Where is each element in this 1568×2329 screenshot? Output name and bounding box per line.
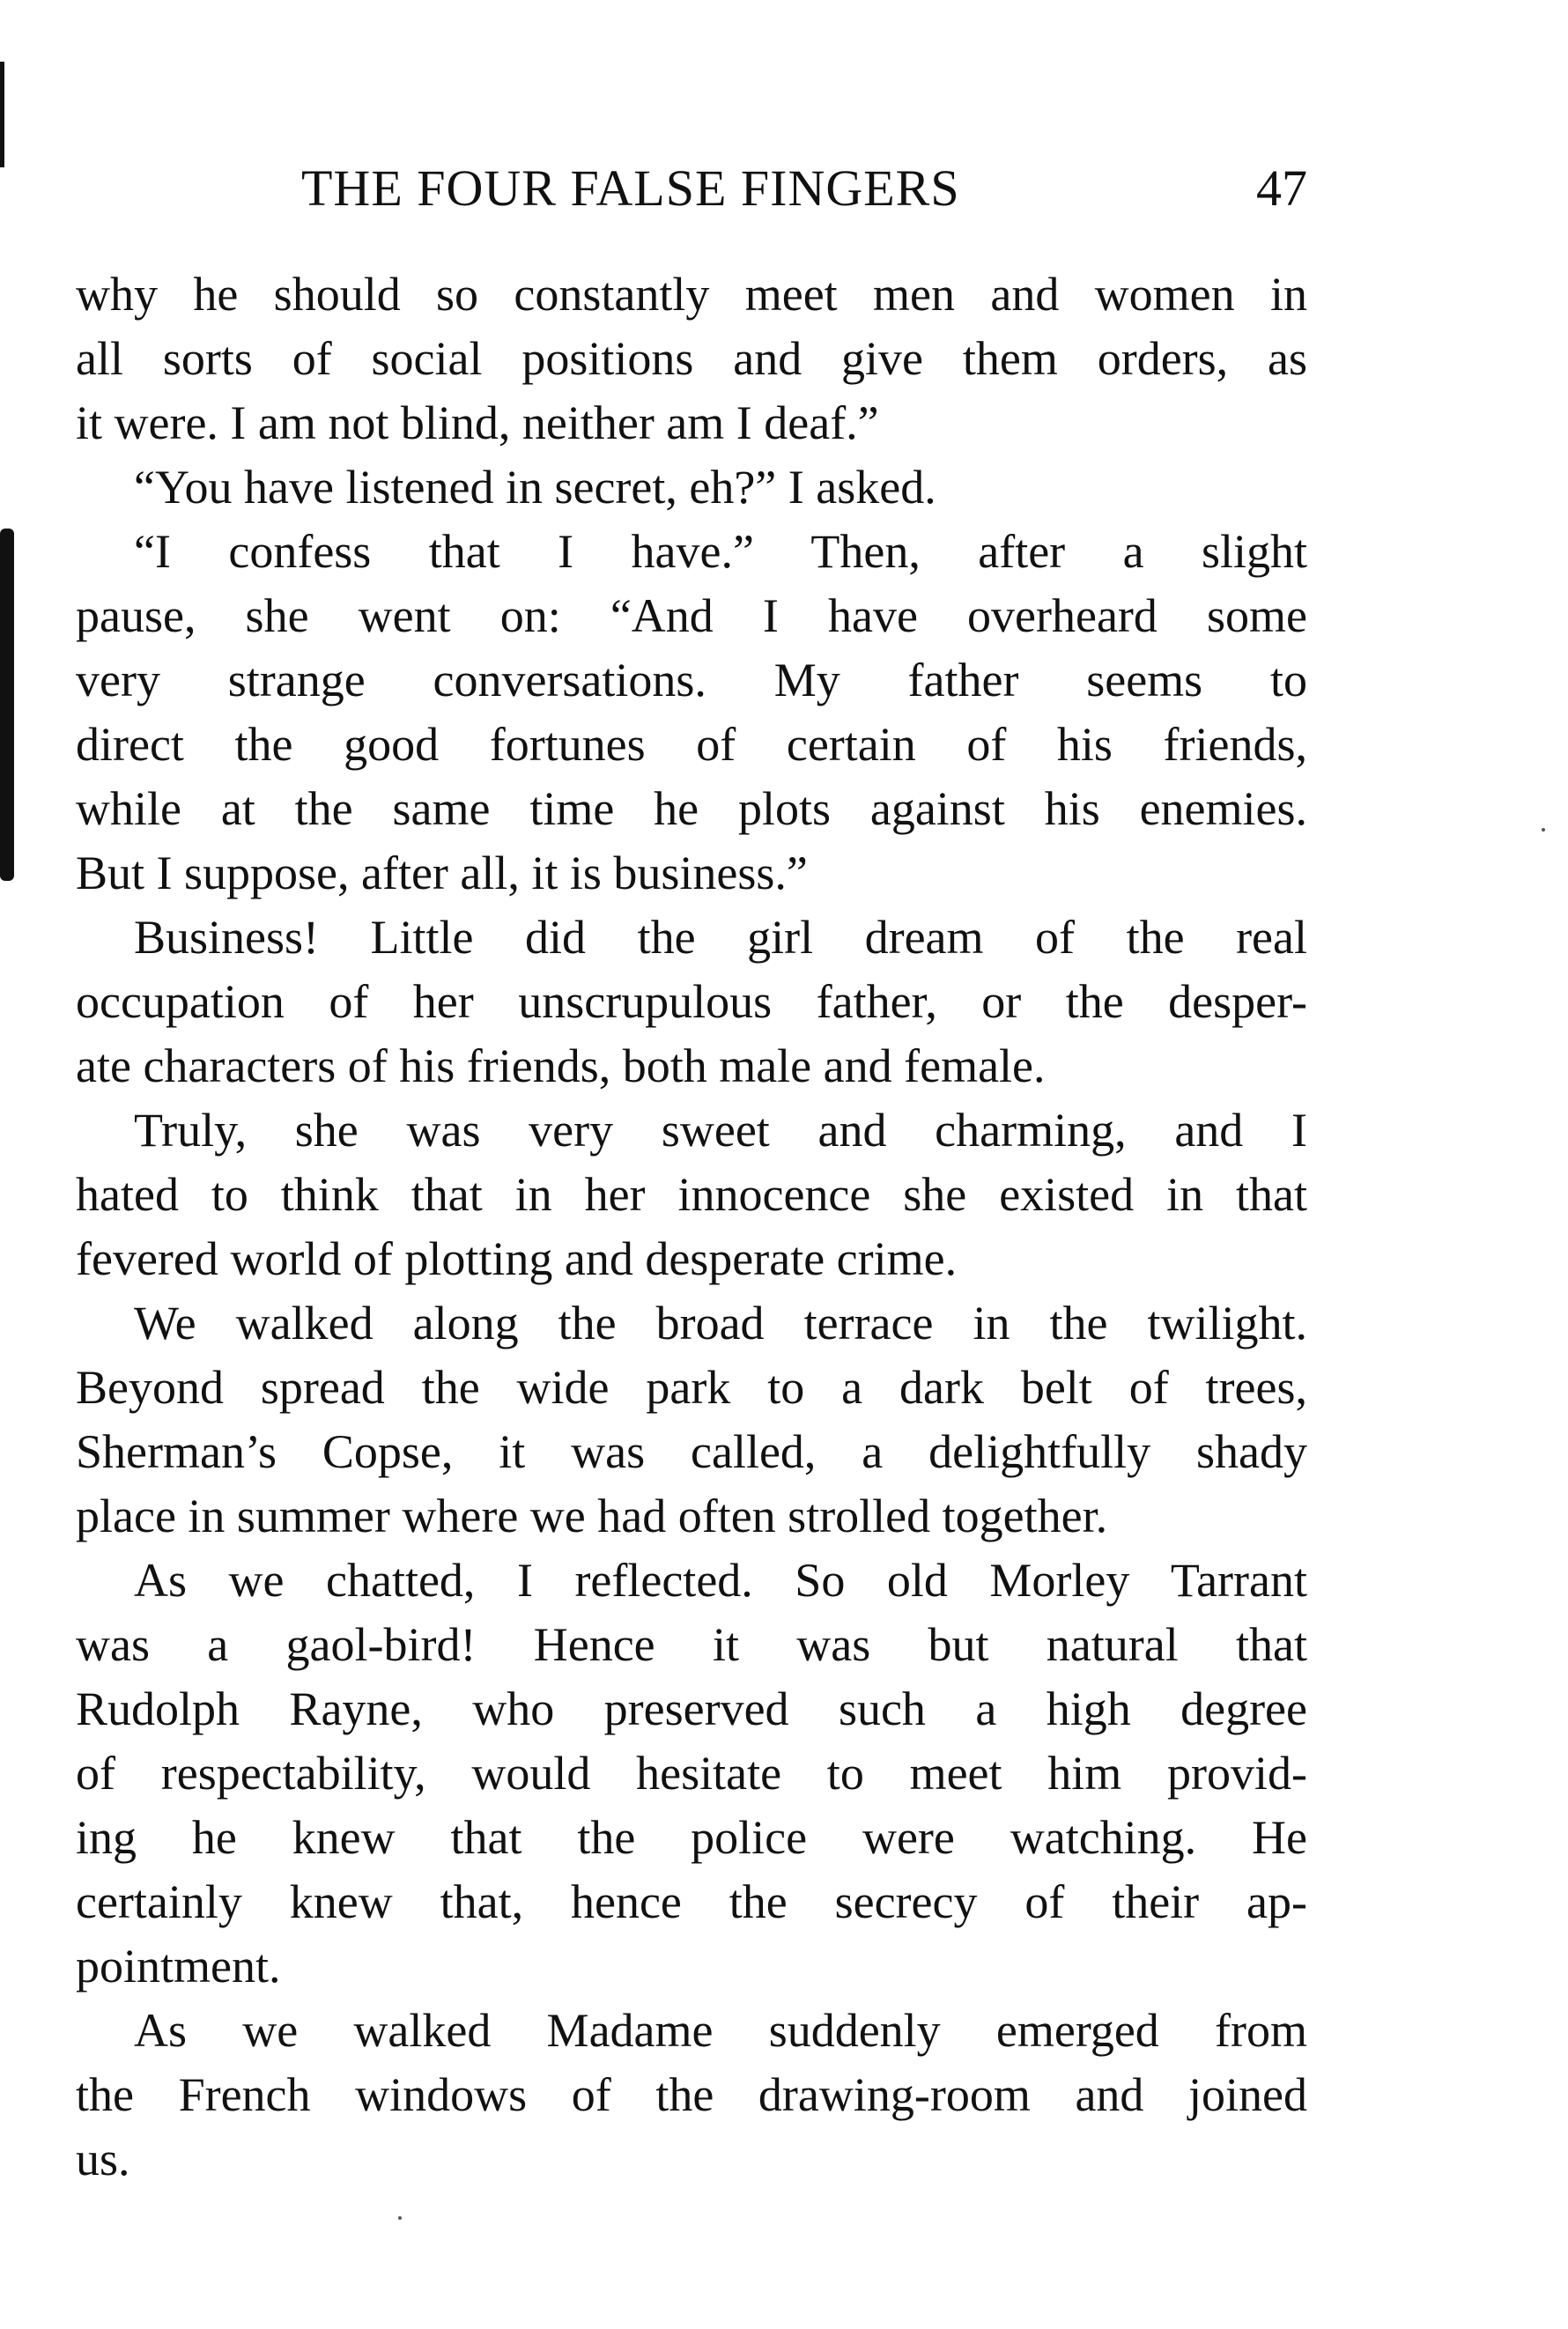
paper-speck — [398, 2216, 402, 2220]
text-line: As we walked Madame suddenly emerged from — [134, 2004, 1307, 2057]
text-line: of respectability, would hesitate to meet him provid- — [76, 1747, 1307, 1800]
running-title: THE FOUR FALSE FINGERS — [301, 159, 960, 217]
text-line: pointment. — [76, 1940, 281, 1993]
text-line: As we chatted, I reflected. So old Morley Tarrant — [134, 1554, 1307, 1607]
binding-edge-mark — [0, 529, 14, 881]
text-line: occupation of her unscrupulous father, or the desper- — [76, 975, 1307, 1028]
text-line: certainly knew that, hence the secrecy of their ap- — [76, 1875, 1307, 1928]
text-line: hated to think that in her innocence she existed in that — [76, 1168, 1307, 1221]
text-line: Truly, she was very sweet and charming, and I — [134, 1104, 1307, 1157]
text-line: it were. I am not blind, neither am I deaf.” — [76, 396, 879, 449]
text-line: ate characters of his friends, both male and female. — [76, 1039, 1046, 1092]
text-line: Beyond spread the wide park to a dark belt of trees, — [76, 1361, 1307, 1414]
text-line: was a gaol-bird! Hence it was but natural that — [76, 1618, 1307, 1671]
text-line: “You have listened in secret, eh?” I asked. — [134, 461, 936, 514]
text-line: us. — [76, 2133, 130, 2185]
text-line: direct the good fortunes of certain of his friends, — [76, 718, 1307, 771]
text-line: We walked along the broad terrace in the twilight. — [134, 1297, 1307, 1349]
text-line: ing he knew that the police were watching. He — [76, 1811, 1307, 1864]
body-text — [76, 262, 1307, 2192]
page-header — [76, 159, 1307, 229]
text-line: while at the same time he plots against his enemies. — [76, 782, 1307, 835]
text-line: why he should so constantly meet men and women in — [76, 268, 1307, 321]
text-line: fevered world of plotting and desperate crime. — [76, 1232, 958, 1285]
text-line: “I confess that I have.” Then, after a slight — [134, 525, 1307, 578]
text-line: the French windows of the drawing-room and joined — [76, 2068, 1307, 2121]
page-number: 47 — [1256, 159, 1307, 217]
text-line: place in summer where we had often strolled together. — [76, 1490, 1108, 1542]
text-line: Sherman’s Copse, it was called, a delightfully shady — [76, 1425, 1307, 1478]
text-line: But I suppose, after all, it is business.” — [76, 847, 808, 899]
text-line: Business! Little did the girl dream of the real — [134, 911, 1307, 964]
text-line: all sorts of social positions and give them orders, as — [76, 332, 1307, 385]
text-line: Rudolph Rayne, who preserved such a high degree — [76, 1682, 1307, 1735]
text-line: pause, she went on: “And I have overheard some — [76, 589, 1307, 642]
binding-edge-mark — [0, 62, 4, 167]
paper-speck — [1542, 828, 1545, 832]
text-line: very strange conversations. My father seems to — [76, 654, 1307, 706]
